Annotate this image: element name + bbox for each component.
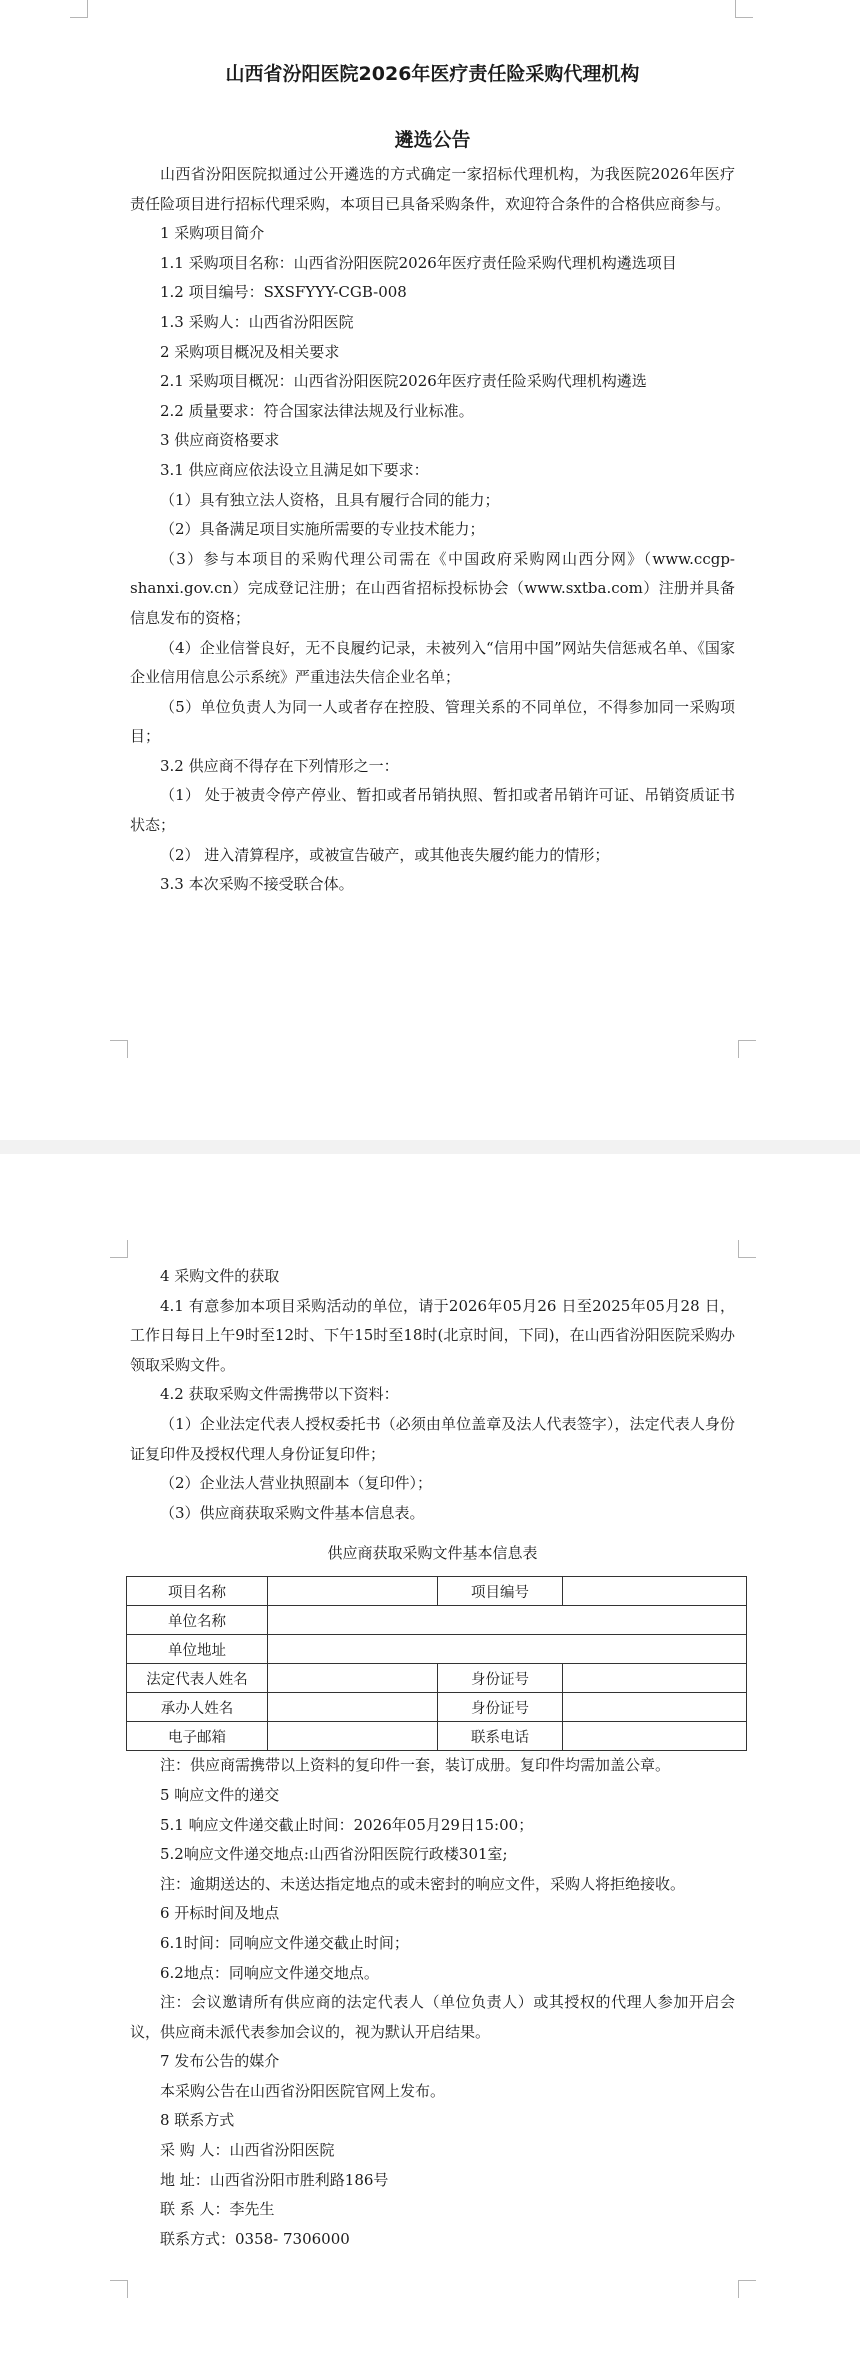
paragraph: 4.2 获取采购文件需携带以下资料： [160,1385,399,1404]
table-label: 身份证号 [438,1693,563,1722]
table-label: 承办人姓名 [127,1693,268,1722]
note: 注：逾期送达的、未送达指定地点的或未密封的响应文件，采购人将拒绝接收。 [160,1874,686,1893]
paragraph: 6.1时间：同响应文件递交截止时间； [160,1933,409,1952]
table-label: 单位名称 [127,1606,268,1635]
table-cell-empty [268,1693,438,1722]
page-2-content [130,1262,735,2254]
document-subtitle: 遴选公告 [394,129,471,151]
corner-mark [738,1240,756,1258]
table-cell-empty [563,1722,747,1751]
corner-mark [738,2280,756,2298]
section-heading: 4 采购文件的获取 [160,1267,280,1285]
table-cell-empty [268,1606,747,1635]
list-item: （4）企业信誉良好，无不良履约记录，未被列入“信用中国”网站失信惩戒名单、《国家企业信用信息公示系统》严重违法失信企业名单； [130,638,735,687]
paragraph: 5.2响应文件递交地点:山西省汾阳医院行政楼301室; [160,1845,508,1864]
contact-line: 联系方式：0358- 7306000 [160,2229,350,2248]
contact-line: 采 购 人：山西省汾阳医院 [160,2141,335,2160]
list-item: （2）具备满足项目实施所需要的专业技术能力； [160,520,485,539]
table-label: 联系电话 [438,1722,563,1751]
paragraph: 2.1 采购项目概况：山西省汾阳医院2026年医疗责任险采购代理机构遴选 [160,372,647,391]
table-cell-empty [268,1664,438,1693]
table-cell-empty [268,1635,747,1664]
corner-mark [110,1040,128,1058]
page-1-content [130,58,735,900]
paragraph: 6.2地点：同响应文件递交地点。 [160,1963,379,1982]
table-cell-empty [563,1577,747,1606]
section-heading: 8 联系方式 [160,2111,235,2130]
paragraph: 1.2 项目编号：SXSFYYY-CGB-008 [160,283,407,302]
document-page-2 [0,1154,860,2364]
table-row [127,1635,747,1664]
document-title: 山西省汾阳医院2026年医疗责任险采购代理机构 [225,63,640,85]
table-cell-empty [563,1664,747,1693]
section-heading: 7 发布公告的媒介 [160,2052,280,2071]
corner-mark [110,1240,128,1258]
table-title: 供应商获取采购文件基本信息表 [327,1544,538,1563]
list-item: （1）具有独立法人资格，且具有履行合同的能力； [160,490,500,509]
contact-line: 地 址：山西省汾阳市胜利路186号 [160,2170,389,2189]
table-cell-empty [268,1722,438,1751]
table-label: 项目编号 [438,1577,563,1606]
paragraph: 5.1 响应文件递交截止时间：2026年05月29日15:00； [160,1815,534,1834]
paragraph: 3.2 供应商不得存在下列情形之一： [160,756,399,775]
corner-mark [735,0,753,18]
contact-line: 联 系 人：李先生 [160,2200,275,2219]
section-heading: 6 开标时间及地点 [160,1904,280,1923]
note: 注：供应商需携带以上资料的复印件一套，装订成册。复印件均需加盖公章。 [160,1756,671,1775]
paragraph: 1.1 采购项目名称：山西省汾阳医院2026年医疗责任险采购代理机构遴选项目 [160,253,677,272]
list-item: （1）企业法定代表人授权委托书（必须由单位盖章及法人代表签字），法定代表人身份证复印件及授权代理人身份证复印件； [130,1414,735,1463]
supplier-info-table [126,1576,747,1751]
table-row [127,1693,747,1722]
section-heading: 3 供应商资格要求 [160,431,280,450]
list-item: （3）参与本项目的采购代理公司需在《中国政府采购网山西分网》（www.ccgp-shanxi.gov.cn）完成登记注册；在山西省招标投标协会（www.sxtba.com）注册并具备信息发布的资格； [130,549,735,627]
table-label: 单位地址 [127,1635,268,1664]
table-label: 身份证号 [438,1664,563,1693]
list-item: （2） 进入清算程序，或被宣告破产，或其他丧失履约能力的情形； [160,845,610,864]
paragraph: 1.3 采购人：山西省汾阳医院 [160,312,354,331]
list-item: （5）单位负责人为同一人或者存在控股、管理关系的不同单位，不得参加同一采购项目； [130,697,735,746]
section-heading: 1 采购项目简介 [160,224,265,243]
table-row [127,1664,747,1693]
table-label: 法定代表人姓名 [127,1664,268,1693]
table-cell-empty [268,1577,438,1606]
document-page-1 [0,0,860,1140]
corner-mark [110,2280,128,2298]
paragraph: 4.1 有意参加本项目采购活动的单位，请于2026年05月26 日至2025年05月28 日，工作日每日上午9时至12时、下午15时至18时(北京时间，下同)，在山西省汾阳医院采购办领取采购文件。 [130,1296,735,1374]
list-item: （1） 处于被责令停产停业、暂扣或者吊销执照、暂扣或者吊销许可证、吊销资质证书状态； [130,786,735,835]
paragraph: 山西省汾阳医院拟通过公开遴选的方式确定一家招标代理机构，为我医院2026年医疗责任险项目进行招标代理采购，本项目已具备采购条件，欢迎符合条件的合格供应商参与。 [130,165,735,213]
paragraph: 2.2 质量要求：符合国家法律法规及行业标准。 [160,401,474,420]
section-heading: 2 采购项目概况及相关要求 [160,342,340,361]
table-row [127,1577,747,1606]
paragraph: 3.1 供应商应依法设立且满足如下要求： [160,460,429,479]
corner-mark [70,0,88,18]
note: 注：会议邀请所有供应商的法定代表人（单位负责人）或其授权的代理人参加开启会议，供应商未派代表参加会议的，视为默认开启结果。 [130,1993,735,2041]
table-row [127,1606,747,1635]
paragraph: 本采购公告在山西省汾阳医院官网上发布。 [160,2081,446,2100]
section-heading: 5 响应文件的递交 [160,1785,280,1804]
list-item: （2）企业法人营业执照副本（复印件）； [160,1474,433,1493]
corner-mark [738,1040,756,1058]
table-label: 电子邮箱 [127,1722,268,1751]
paragraph: 3.3 本次采购不接受联合体。 [160,875,354,894]
table-cell-empty [563,1693,747,1722]
table-row [127,1722,747,1751]
list-item: （3）供应商获取采购文件基本信息表。 [160,1503,425,1522]
table-label: 项目名称 [127,1577,268,1606]
